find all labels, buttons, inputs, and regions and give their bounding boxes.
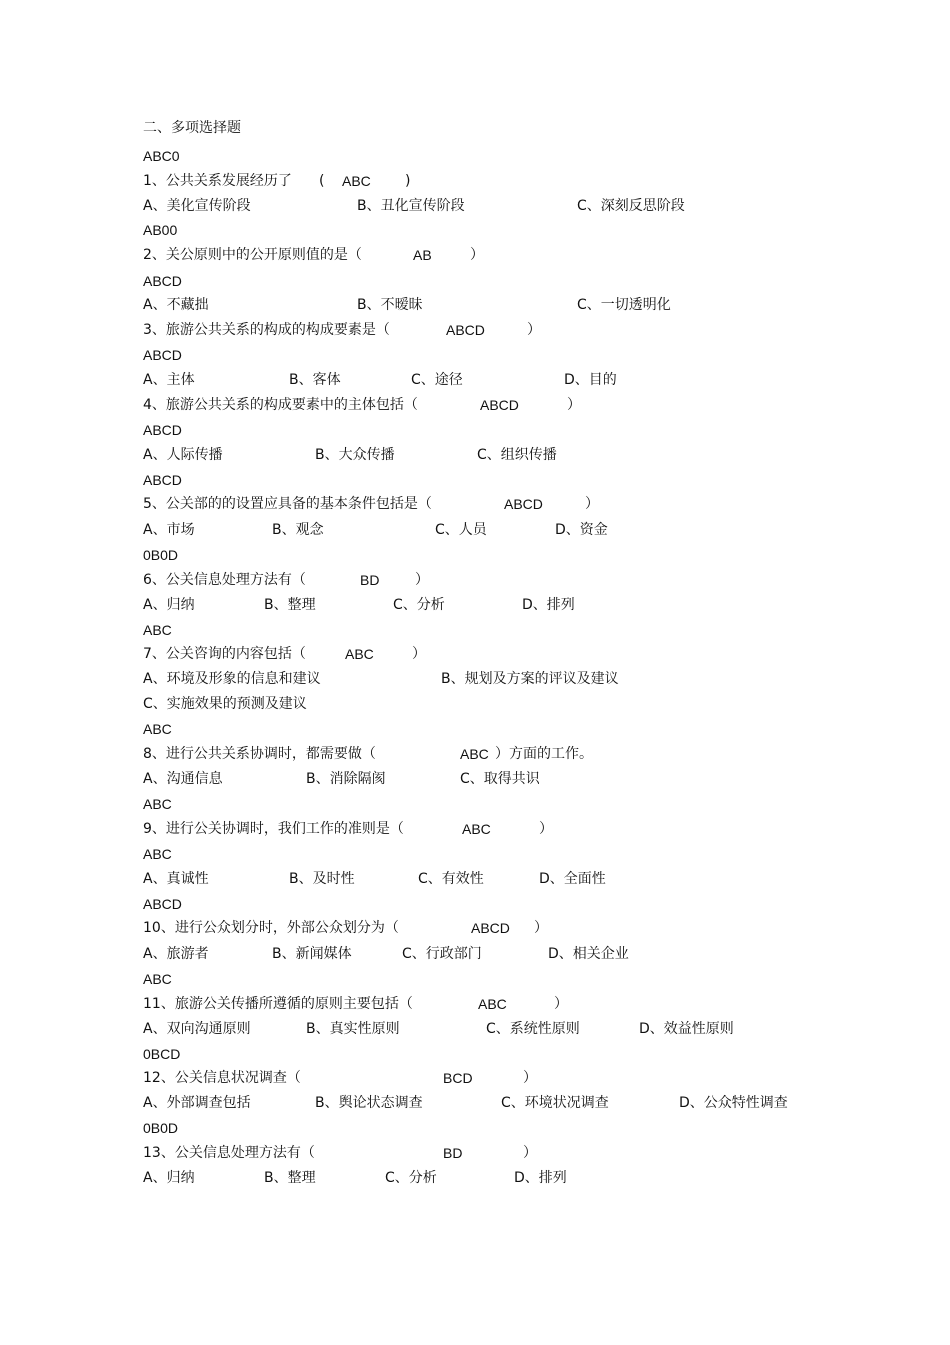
question-text: 12、公关信息状况调查（ (143, 1070, 301, 1086)
option-item: A、环境及形象的信息和建议 (143, 671, 321, 687)
question-text: 6、公关信息处理方法有（ (143, 572, 306, 588)
answer-blank: ABCD (504, 496, 543, 512)
answer-blank: BCD (443, 1070, 473, 1086)
option-item: A、市场 (143, 522, 195, 538)
close-paren: ） (415, 572, 429, 588)
question-text: 10、进行公众划分时，外部公众划分为（ (143, 920, 399, 936)
option-item: B、真实性原则 (306, 1021, 400, 1037)
option-item: A、归纳 (143, 597, 195, 613)
option-item: D、效益性原则 (639, 1021, 734, 1037)
answer-key-text: 0BCD (143, 1046, 181, 1062)
option-item: B、客体 (289, 372, 341, 388)
answer-blank: ABCD (446, 322, 485, 338)
answer-blank: ABCD (471, 920, 510, 936)
option-item: C、途径 (411, 372, 463, 388)
close-paren: ） (554, 996, 568, 1012)
answer-key-text: ABC (143, 796, 172, 812)
option-item: D、相关企业 (548, 946, 629, 962)
question-text: 13、公关信息处理方法有（ (143, 1145, 315, 1161)
answer-blank: AB (413, 247, 432, 263)
close-paren: ） (412, 646, 426, 662)
question-text: 11、旅游公关传播所遵循的原则主要包括（ (143, 996, 413, 1012)
option-item: B、大众传播 (315, 447, 395, 463)
question-text: 9、进行公关协调时，我们工作的准则是（ (143, 821, 404, 837)
question-text: 1、公共关系发展经历了 (143, 173, 292, 189)
question-text: 3、旅游公共关系的构成的构成要素是（ (143, 322, 390, 338)
answer-blank: ABC (462, 821, 491, 837)
option-item: D、排列 (514, 1170, 567, 1186)
answer-blank: BD (443, 1145, 463, 1161)
option-item: C、组织传播 (477, 447, 557, 463)
option-item: D、目的 (564, 372, 617, 388)
answer-key-text: ABCD (143, 422, 182, 438)
option-item: A、真诚性 (143, 871, 209, 887)
question-text: 4、旅游公共关系的构成要素中的主体包括（ (143, 397, 418, 413)
option-item: A、人际传播 (143, 447, 223, 463)
question-text: 8、进行公共关系协调时，都需要做（ (143, 746, 376, 762)
answer-key-text: ABC (143, 846, 172, 862)
option-item: C、实施效果的预测及建议 (143, 696, 307, 712)
option-item: B、新闻媒体 (272, 946, 352, 962)
answer-key-text: AB00 (143, 222, 178, 238)
option-item: A、美化宣传阶段 (143, 198, 251, 214)
answer-key-text: 0B0D (143, 547, 179, 563)
close-paren: ） (523, 1145, 537, 1161)
answer-key-text: ABC (143, 971, 172, 987)
close-paren: ） (534, 920, 548, 936)
answer-key-text: ABC (143, 721, 172, 737)
option-item: A、不藏拙 (143, 297, 209, 313)
option-item: D、资金 (555, 522, 608, 538)
option-item: C、分析 (393, 597, 445, 613)
close-paren: ) (405, 173, 411, 189)
option-item: D、公众特性调查 (679, 1095, 788, 1111)
option-item: C、环境状况调查 (501, 1095, 609, 1111)
option-item: A、归纳 (143, 1170, 195, 1186)
close-paren: ） (585, 496, 599, 512)
answer-blank: ABC (342, 173, 371, 189)
answer-blank: ABCD (480, 397, 519, 413)
answer-key-text: ABCD (143, 347, 182, 363)
option-item: A、沟通信息 (143, 771, 223, 787)
answer-blank: ABC (460, 746, 489, 762)
close-paren: ）方面的工作。 (495, 746, 593, 762)
answer-key-text: ABCD (143, 472, 182, 488)
open-paren: ( (319, 173, 325, 189)
option-item: A、旅游者 (143, 946, 209, 962)
question-text: 5、公关部的的设置应具备的基本条件包括是（ (143, 496, 432, 512)
option-item: B、及时性 (289, 871, 355, 887)
option-item: C、分析 (385, 1170, 437, 1186)
close-paren: ） (527, 322, 541, 338)
close-paren: ） (539, 821, 553, 837)
question-text: 2、关公原则中的公开原则值的是（ (143, 247, 362, 263)
answer-key-text: ABCD (143, 896, 182, 912)
option-item: A、双向沟通原则 (143, 1021, 251, 1037)
option-item: C、人员 (435, 522, 487, 538)
option-item: A、外部调查包括 (143, 1095, 251, 1111)
answer-blank: BD (360, 572, 380, 588)
option-item: C、取得共识 (460, 771, 540, 787)
option-item: B、整理 (264, 1170, 316, 1186)
option-item: B、不暧昧 (357, 297, 423, 313)
option-item: D、排列 (522, 597, 575, 613)
option-item: B、观念 (272, 522, 324, 538)
answer-blank: ABC (345, 646, 374, 662)
option-item: B、丑化宣传阶段 (357, 198, 465, 214)
option-item: A、主体 (143, 372, 195, 388)
section-title-text: 二、多项选择题 (143, 120, 241, 136)
close-paren: ） (470, 247, 484, 263)
option-item: B、消除隔阂 (306, 771, 386, 787)
answer-key-text: ABC (143, 622, 172, 638)
option-item: C、系统性原则 (486, 1021, 580, 1037)
answer-blank: ABC (478, 996, 507, 1012)
answer-key-text: ABC0 (143, 148, 180, 164)
option-item: B、舆论状态调查 (315, 1095, 423, 1111)
option-item: B、规划及方案的评议及建议 (441, 671, 619, 687)
question-text: 7、公关咨询的内容包括（ (143, 646, 306, 662)
answer-key-text: ABCD (143, 273, 182, 289)
option-item: D、全面性 (539, 871, 606, 887)
close-paren: ） (523, 1070, 537, 1086)
option-item: C、行政部门 (402, 946, 482, 962)
option-item: B、整理 (264, 597, 316, 613)
answer-key-text: 0B0D (143, 1120, 179, 1136)
option-item: C、深刻反思阶段 (577, 198, 685, 214)
close-paren: ） (567, 397, 581, 413)
option-item: C、一切透明化 (577, 297, 671, 313)
option-item: C、有效性 (418, 871, 484, 887)
